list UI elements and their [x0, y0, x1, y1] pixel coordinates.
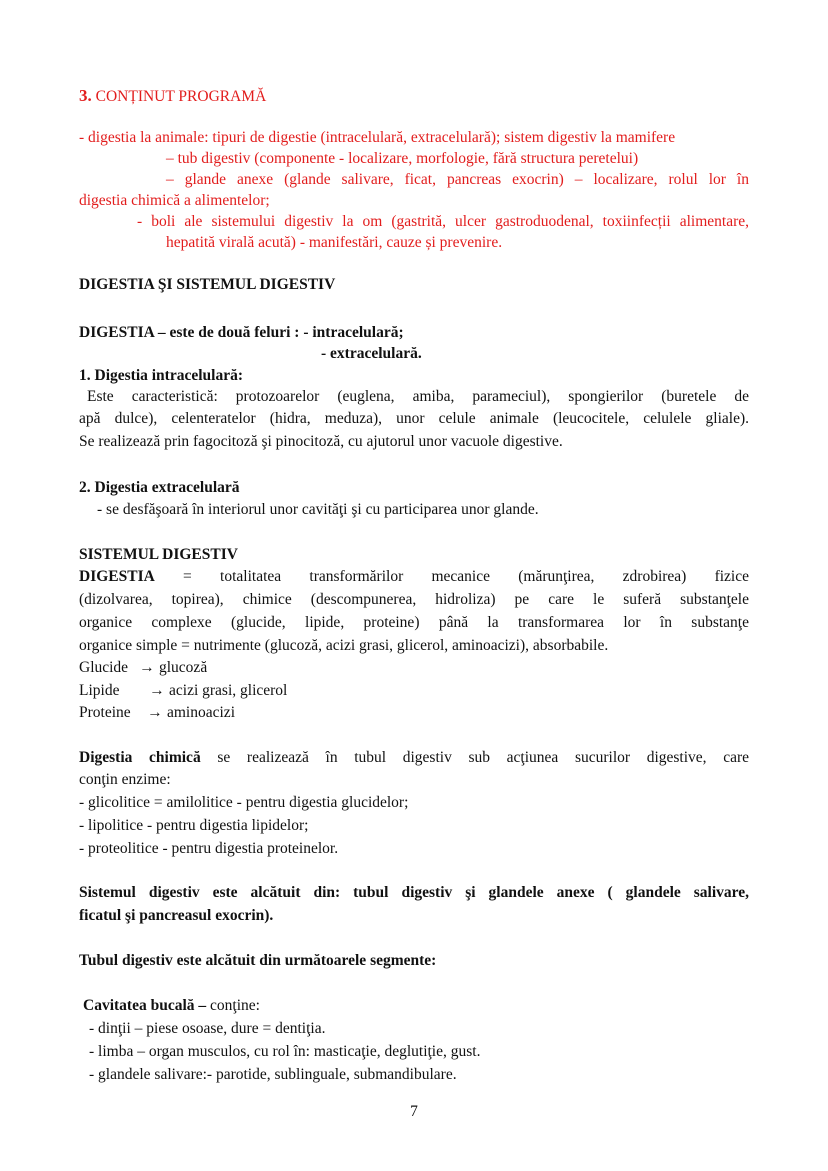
chemical-digestion-term: Digestia chimică: [79, 749, 201, 766]
intracellular-line-2: apă dulce), celenteratelor (hidra, meduza), unor celule animale (leucocitele, celulele gliale).: [79, 410, 749, 427]
transformation-row: [79, 657, 207, 678]
digestive-tube-heading: Tubul digestiv este alcătuit din următoarele segmente:: [79, 952, 437, 969]
oral-cavity-item: - limba – organ musculos, cu rol în: masticaţie, deglutiţie, gust.: [89, 1043, 481, 1060]
program-line-4: digestia chimică a alimentelor;: [79, 192, 270, 209]
program-line-5: - boli ale sistemului digestiv la om (gastrită, ulcer gastroduodenal, toxiinfecții alimentare,: [137, 213, 749, 230]
oral-cavity-term: Cavitatea bucală –: [83, 997, 207, 1014]
digestion-definition-text: = totalitatea transformărilor mecanice (mărunţirea, zdrobirea) fizice: [154, 568, 749, 585]
oral-cavity-item: - dinţii – piese osoase, dure = dentiţia.: [89, 1020, 326, 1037]
intracellular-line-1: Este caracteristică: protozoarelor (euglena, amiba, parameciul), spongierilor (buretele de: [87, 388, 749, 405]
transformation-to: glucoză: [159, 659, 208, 676]
transformation-from: Proteine: [79, 704, 131, 721]
digestion-term: DIGESTIA: [79, 568, 155, 585]
program-line-2: – tub digestiv (componente - localizare, morfologie, fără structura peretelui): [166, 150, 639, 167]
program-line-1: - digestia la animale: tipuri de digestie (intracelulară, extracelulară); sistem digestiv la mamifere: [79, 129, 676, 146]
chemical-digestion-line-2: conţin enzime:: [79, 771, 171, 788]
program-line-3: – glande anexe (glande salivare, ficat, pancreas exocrin) – localizare, rolul lor în: [166, 171, 749, 188]
digestion-definition-line-3: organice complexe (glucide, lipide, proteine) până la transformarea lor în substanţe: [79, 614, 749, 631]
arrow-icon: →: [147, 704, 163, 721]
digestion-types-line-1: DIGESTIA – este de două feluri : - intracelulară;: [79, 324, 404, 341]
transformation-row: [79, 702, 235, 723]
digestion-definition-line-4: organice simple = nutrimente (glucoză, acizi grasi, glicerol, aminoacizi), absorbabile.: [79, 637, 609, 654]
composition-line-1: Sistemul digestiv este alcătuit din: tubul digestiv şi glandele anexe ( glandele salivare,: [79, 884, 749, 901]
intracellular-line-3: Se realizează prin fagocitoză şi pinocitoză, cu ajutorul unor vacuole digestive.: [79, 433, 563, 450]
transformation-to: aminoacizi: [167, 704, 235, 721]
program-title: CONȚINUT PROGRAMĂ: [95, 88, 267, 105]
extracellular-line-1: - se desfăşoară în interiorul unor cavităţi şi cu participarea unor glande.: [97, 501, 539, 518]
oral-cavity-heading: [83, 995, 260, 1016]
digestion-definition-line-1: [79, 566, 749, 587]
transformation-from: Glucide: [79, 659, 129, 676]
program-heading: [79, 85, 266, 107]
arrow-icon: →: [149, 682, 165, 699]
enzyme-list-item: - lipolitice - pentru digestia lipidelor;: [79, 817, 309, 834]
oral-cavity-item: - glandele salivare:- parotide, sublinguale, submandibulare.: [89, 1066, 457, 1083]
intracellular-heading: 1. Digestia intracelulară:: [79, 367, 244, 384]
chemical-digestion-text: se realizează în tubul digestiv sub acţiunea sucurilor digestive, care: [200, 749, 749, 766]
arrow-icon: →: [139, 659, 155, 676]
composition-line-2: ficatul şi pancreasul exocrin).: [79, 907, 274, 924]
digestive-system-heading: SISTEMUL DIGESTIV: [79, 546, 238, 563]
transformation-from: Lipide: [79, 682, 120, 699]
oral-cavity-text: conţine:: [206, 997, 260, 1014]
extracellular-heading: 2. Digestia extracelulară: [79, 479, 240, 496]
program-line-6: hepatită virală acută) - manifestări, cauze și prevenire.: [166, 234, 503, 251]
digestion-types-line-2: - extracelulară.: [321, 345, 422, 362]
transformation-row: [79, 680, 287, 701]
transformation-to: acizi grasi, glicerol: [169, 682, 288, 699]
digestion-definition-line-2: (dizolvarea, topirea), chimice (descompunerea, hidroliza) pe care le suferă substanţele: [79, 591, 749, 608]
enzyme-list-item: - proteolitice - pentru digestia proteinelor.: [79, 840, 339, 857]
chemical-digestion-line-1: [79, 747, 749, 768]
enzyme-list-item: - glicolitice = amilolitice - pentru digestia glucidelor;: [79, 794, 409, 811]
page-number: 7: [410, 1103, 418, 1120]
program-number: 3.: [79, 86, 92, 105]
main-heading: DIGESTIA ŞI SISTEMUL DIGESTIV: [79, 276, 336, 293]
